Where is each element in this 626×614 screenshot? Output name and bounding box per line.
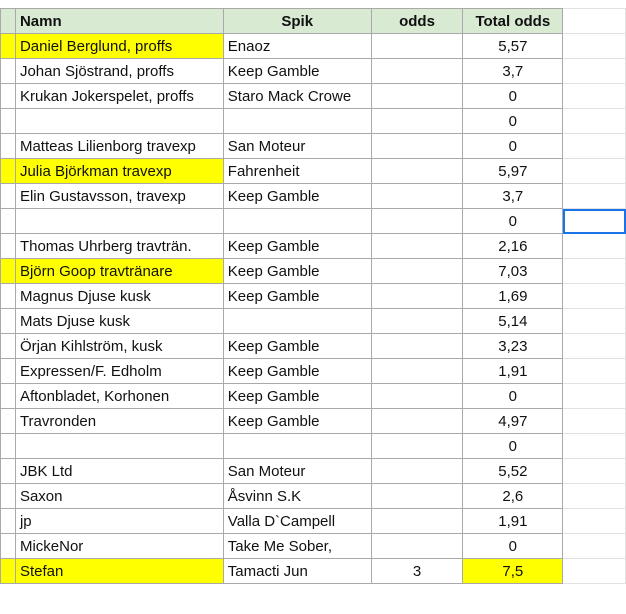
odds-cell[interactable]: [371, 359, 463, 384]
total-odds-cell[interactable]: 3,7: [463, 59, 563, 84]
empty-cell[interactable]: [563, 434, 626, 459]
row-marker-cell[interactable]: [1, 484, 16, 509]
row-marker-cell[interactable]: [1, 34, 16, 59]
table-row: [1, 359, 626, 384]
name-cell[interactable]: Travronden: [15, 409, 223, 434]
empty-cell[interactable]: [563, 559, 626, 584]
table-row: [1, 84, 626, 109]
row-marker-cell[interactable]: [1, 534, 16, 559]
header-row: [1, 9, 626, 34]
row-marker-cell[interactable]: [1, 234, 16, 259]
table-row: [1, 209, 626, 234]
name-cell[interactable]: Björn Goop travtränare: [15, 259, 223, 284]
table-row: [1, 559, 626, 584]
row-marker-cell[interactable]: [1, 309, 16, 334]
empty-cell[interactable]: [563, 534, 626, 559]
table-row: [1, 109, 626, 134]
empty-cell[interactable]: [563, 134, 626, 159]
empty-cell[interactable]: [563, 84, 626, 109]
odds-cell[interactable]: [371, 409, 463, 434]
spik-cell[interactable]: Keep Gamble: [223, 359, 371, 384]
row-marker-cell[interactable]: [1, 59, 16, 84]
total-odds-cell[interactable]: 1,69: [463, 284, 563, 309]
total-odds-cell[interactable]: 0: [463, 109, 563, 134]
table-row: [1, 259, 626, 284]
sheet-top-edge: [0, 0, 626, 8]
total-odds-cell[interactable]: 7,03: [463, 259, 563, 284]
name-cell[interactable]: Saxon: [15, 484, 223, 509]
total-odds-cell[interactable]: 3,7: [463, 184, 563, 209]
total-odds-cell[interactable]: 2,16: [463, 234, 563, 259]
odds-table: [0, 8, 626, 584]
empty-cell[interactable]: [563, 334, 626, 359]
row-marker-cell[interactable]: [1, 284, 16, 309]
column-header-spik[interactable]: Spik: [223, 9, 371, 34]
spik-cell[interactable]: Fahrenheit: [223, 159, 371, 184]
spik-cell[interactable]: [223, 209, 371, 234]
spik-cell[interactable]: [223, 434, 371, 459]
empty-cell[interactable]: [563, 234, 626, 259]
table-row: [1, 309, 626, 334]
table-row: [1, 534, 626, 559]
name-cell[interactable]: Thomas Uhrberg travträn.: [15, 234, 223, 259]
odds-cell[interactable]: [371, 234, 463, 259]
total-odds-cell[interactable]: 0: [463, 134, 563, 159]
spik-cell[interactable]: Keep Gamble: [223, 234, 371, 259]
spik-cell[interactable]: [223, 309, 371, 334]
empty-cell[interactable]: [563, 484, 626, 509]
row-marker-cell[interactable]: [1, 509, 16, 534]
table-row: [1, 409, 626, 434]
spik-cell[interactable]: Enaoz: [223, 34, 371, 59]
table-row: [1, 434, 626, 459]
table-row: [1, 34, 626, 59]
table-row: [1, 484, 626, 509]
row-marker-cell[interactable]: [1, 409, 16, 434]
empty-cell[interactable]: [563, 109, 626, 134]
spik-cell[interactable]: Åsvinn S.K: [223, 484, 371, 509]
spreadsheet-grid: [0, 8, 626, 584]
spik-cell[interactable]: Keep Gamble: [223, 409, 371, 434]
total-odds-cell[interactable]: 2,6: [463, 484, 563, 509]
spik-cell[interactable]: Valla D`Campell: [223, 509, 371, 534]
odds-cell[interactable]: [371, 109, 463, 134]
empty-cell[interactable]: [563, 184, 626, 209]
empty-cell[interactable]: [563, 409, 626, 434]
name-cell[interactable]: Mats Djuse kusk: [15, 309, 223, 334]
column-header-odds[interactable]: odds: [371, 9, 463, 34]
spik-cell[interactable]: Keep Gamble: [223, 334, 371, 359]
name-cell[interactable]: Daniel Berglund, proffs: [15, 34, 223, 59]
spik-cell[interactable]: [223, 109, 371, 134]
name-cell[interactable]: jp: [15, 509, 223, 534]
row-marker-cell[interactable]: [1, 334, 16, 359]
odds-cell[interactable]: [371, 59, 463, 84]
spik-cell[interactable]: Keep Gamble: [223, 184, 371, 209]
table-row: [1, 59, 626, 84]
table-row: [1, 184, 626, 209]
name-cell[interactable]: JBK Ltd: [15, 459, 223, 484]
spik-cell[interactable]: San Moteur: [223, 134, 371, 159]
total-odds-cell[interactable]: 1,91: [463, 509, 563, 534]
name-cell[interactable]: [15, 434, 223, 459]
empty-cell[interactable]: [563, 159, 626, 184]
total-odds-cell[interactable]: 0: [463, 209, 563, 234]
table-row: [1, 234, 626, 259]
row-marker-cell[interactable]: [1, 109, 16, 134]
odds-cell[interactable]: [371, 434, 463, 459]
empty-cell[interactable]: [563, 509, 626, 534]
table-row: [1, 334, 626, 359]
odds-cell[interactable]: [371, 484, 463, 509]
row-marker-cell[interactable]: [1, 459, 16, 484]
spik-cell[interactable]: Keep Gamble: [223, 284, 371, 309]
empty-cell[interactable]: [563, 459, 626, 484]
name-cell[interactable]: [15, 209, 223, 234]
odds-cell[interactable]: [371, 134, 463, 159]
table-row: [1, 284, 626, 309]
total-odds-cell[interactable]: 0: [463, 384, 563, 409]
row-marker-cell[interactable]: [1, 434, 16, 459]
column-header-total-odds[interactable]: Total odds: [463, 9, 563, 34]
empty-cell[interactable]: [563, 309, 626, 334]
row-marker-cell[interactable]: [1, 259, 16, 284]
total-odds-cell[interactable]: 5,52: [463, 459, 563, 484]
odds-cell[interactable]: 3: [371, 559, 463, 584]
name-cell[interactable]: [15, 109, 223, 134]
odds-cell[interactable]: [371, 84, 463, 109]
odds-cell[interactable]: [371, 309, 463, 334]
odds-cell[interactable]: [371, 184, 463, 209]
empty-cell[interactable]: [563, 284, 626, 309]
name-cell[interactable]: Örjan Kihlström, kusk: [15, 334, 223, 359]
total-odds-cell[interactable]: 0: [463, 434, 563, 459]
total-odds-cell[interactable]: 3,23: [463, 334, 563, 359]
odds-cell[interactable]: [371, 209, 463, 234]
name-cell[interactable]: Aftonbladet, Korhonen: [15, 384, 223, 409]
row-marker-cell[interactable]: [1, 9, 16, 34]
odds-cell[interactable]: [371, 259, 463, 284]
odds-cell[interactable]: [371, 509, 463, 534]
odds-cell[interactable]: [371, 34, 463, 59]
table-row: [1, 509, 626, 534]
spik-cell[interactable]: Tamacti Jun: [223, 559, 371, 584]
row-marker-cell[interactable]: [1, 84, 16, 109]
row-marker-cell[interactable]: [1, 559, 16, 584]
row-marker-cell[interactable]: [1, 184, 16, 209]
spik-cell[interactable]: Keep Gamble: [223, 384, 371, 409]
odds-cell[interactable]: [371, 334, 463, 359]
total-odds-cell[interactable]: 7,5: [463, 559, 563, 584]
odds-cell[interactable]: [371, 159, 463, 184]
name-cell[interactable]: Julia Björkman travexp: [15, 159, 223, 184]
name-cell[interactable]: Johan Sjöstrand, proffs: [15, 59, 223, 84]
name-cell[interactable]: Expressen/F. Edholm: [15, 359, 223, 384]
row-marker-cell[interactable]: [1, 359, 16, 384]
table-row: [1, 459, 626, 484]
column-header-name[interactable]: Namn: [15, 9, 223, 34]
row-marker-cell[interactable]: [1, 159, 16, 184]
row-marker-cell[interactable]: [1, 209, 16, 234]
total-odds-cell[interactable]: 4,97: [463, 409, 563, 434]
table-row: [1, 134, 626, 159]
odds-cell[interactable]: [371, 534, 463, 559]
selected-cell[interactable]: [563, 209, 626, 234]
total-odds-cell[interactable]: 1,91: [463, 359, 563, 384]
empty-cell[interactable]: [563, 259, 626, 284]
spik-cell[interactable]: Staro Mack Crowe: [223, 84, 371, 109]
empty-header-cell[interactable]: [563, 9, 626, 34]
odds-cell[interactable]: [371, 284, 463, 309]
spik-cell[interactable]: Keep Gamble: [223, 259, 371, 284]
empty-cell[interactable]: [563, 34, 626, 59]
total-odds-cell[interactable]: 5,14: [463, 309, 563, 334]
table-row: [1, 384, 626, 409]
row-marker-cell[interactable]: [1, 384, 16, 409]
odds-cell[interactable]: [371, 384, 463, 409]
name-cell[interactable]: Stefan: [15, 559, 223, 584]
name-cell[interactable]: Elin Gustavsson, travexp: [15, 184, 223, 209]
spik-cell[interactable]: Keep Gamble: [223, 59, 371, 84]
row-marker-cell[interactable]: [1, 134, 16, 159]
total-odds-cell[interactable]: 5,57: [463, 34, 563, 59]
name-cell[interactable]: Matteas Lilienborg travexp: [15, 134, 223, 159]
total-odds-cell[interactable]: 5,97: [463, 159, 563, 184]
empty-cell[interactable]: [563, 359, 626, 384]
name-cell[interactable]: Krukan Jokerspelet, proffs: [15, 84, 223, 109]
spik-cell[interactable]: Take Me Sober,: [223, 534, 371, 559]
total-odds-cell[interactable]: 0: [463, 534, 563, 559]
empty-cell[interactable]: [563, 384, 626, 409]
empty-cell[interactable]: [563, 59, 626, 84]
table-row: [1, 159, 626, 184]
name-cell[interactable]: MickeNor: [15, 534, 223, 559]
spik-cell[interactable]: San Moteur: [223, 459, 371, 484]
total-odds-cell[interactable]: 0: [463, 84, 563, 109]
odds-cell[interactable]: [371, 459, 463, 484]
name-cell[interactable]: Magnus Djuse kusk: [15, 284, 223, 309]
